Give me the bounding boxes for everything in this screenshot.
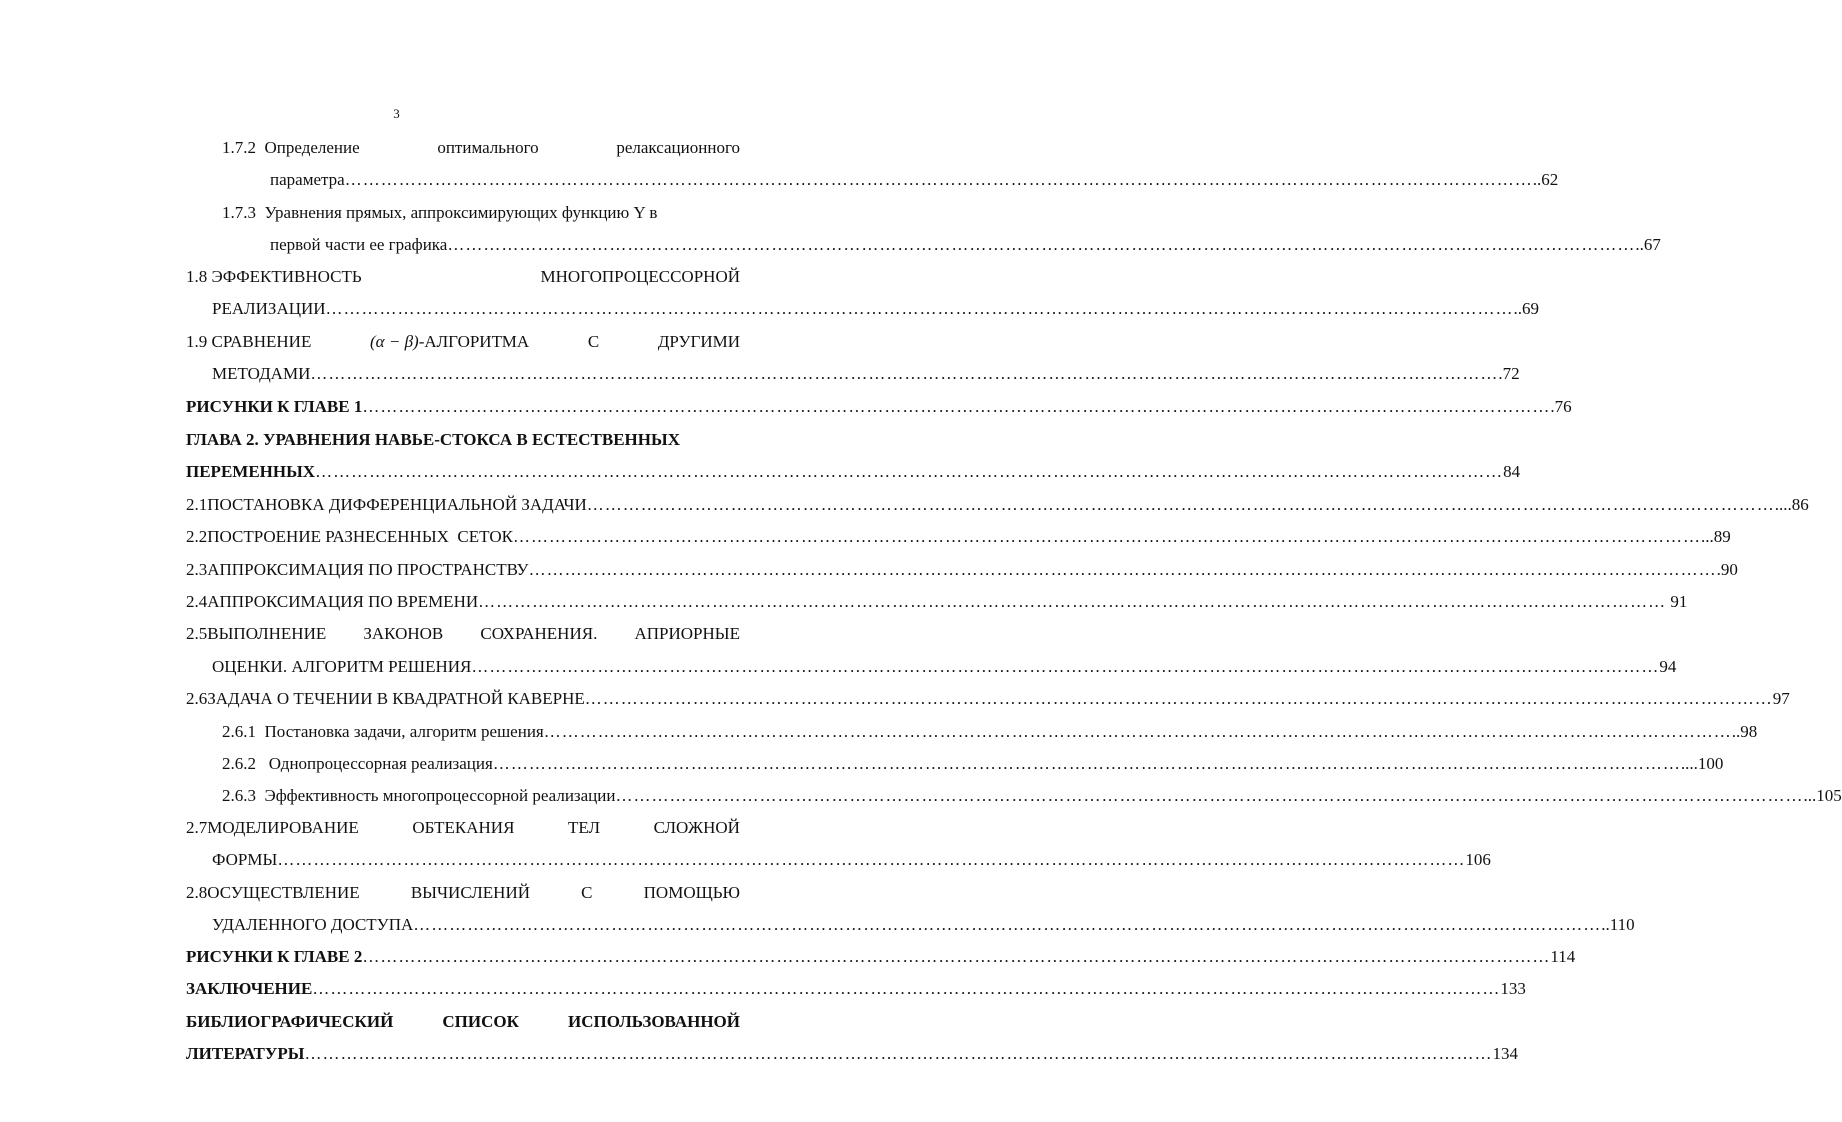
entry-text: РИСУНКИ К ГЛАВЕ 1	[186, 397, 363, 416]
page-ref: ...105	[1803, 786, 1842, 805]
page-ref: .72	[1498, 364, 1520, 383]
toc-entry-2-6	[186, 683, 1790, 715]
entry-text: УДАЛЕННОГО ДОСТУПА	[212, 915, 414, 934]
page-ref: 91	[1666, 592, 1688, 611]
dot-leader: ………………………………………………………………………………………………………………………………………………………………………………	[344, 170, 1533, 189]
dot-leader: ………………………………………………………………………………………………………………………………………………………………………………	[277, 850, 1466, 869]
page-ref: 94	[1659, 657, 1677, 676]
dot-leader: ………………………………………………………………………………………………………………………………………………………………………………	[413, 915, 1602, 934]
dot-leader: ………………………………………………………………………………………………………………………………………………………………………………	[512, 527, 1701, 546]
toc-entry-figures-ch2	[186, 941, 1576, 973]
toc-entry-1-7-2	[222, 132, 740, 164]
toc-entry-2-8-cont	[212, 909, 1635, 941]
toc-entry-bibliography	[186, 1006, 740, 1038]
page-ref: .90	[1716, 560, 1738, 579]
entry-word: С	[581, 883, 593, 902]
page-ref: ..62	[1532, 170, 1559, 189]
toc-entry-2-3	[186, 554, 1738, 586]
entry-text: РЕАЛИЗАЦИИ	[212, 299, 326, 318]
entry-word: СОХРАНЕНИЯ.	[480, 624, 598, 643]
page-ref: ....86	[1774, 495, 1809, 514]
dot-leader: ………………………………………………………………………………………………………………………………………………………………………………	[471, 657, 1660, 676]
page-ref: ...89	[1700, 527, 1731, 546]
dot-leader: ………………………………………………………………………………………………………………………………………………………………………………	[362, 397, 1551, 416]
dot-leader: ………………………………………………………………………………………………………………………………………………………………………………	[304, 1044, 1493, 1063]
entry-text: ФОРМЫ	[212, 850, 278, 869]
entry-word: релаксационного	[616, 138, 740, 157]
toc-entry-2-2	[186, 521, 1731, 553]
alpha-beta-formula: (α − β)	[370, 332, 419, 351]
dot-leader: ………………………………………………………………………………………………………………………………………………………………………………	[492, 754, 1681, 773]
page-ref: .76	[1550, 397, 1572, 416]
dot-leader: ………………………………………………………………………………………………………………………………………………………………………………	[325, 299, 1514, 318]
entry-text: ОЦЕНКИ. АЛГОРИТМ РЕШЕНИЯ	[212, 657, 472, 676]
entry-text: первой части ее графика	[270, 235, 448, 254]
entry-text: 2.6.1 Постановка задачи, алгоритм решения	[222, 722, 544, 741]
toc-entry-2-6-2	[222, 748, 1724, 780]
toc-chapter-2-title: ГЛАВА 2. УРАВНЕНИЯ НАВЬЕ-СТОКСА В ЕСТЕСТВЕННЫХ	[186, 430, 680, 449]
dot-leader: ………………………………………………………………………………………………………………………………………………………………………………	[310, 364, 1499, 383]
entry-word: АПРИОРНЫЕ	[634, 624, 740, 643]
dot-leader: ………………………………………………………………………………………………………………………………………………………………………………	[447, 235, 1636, 254]
entry-word: 2.5ВЫПОЛНЕНИЕ	[186, 624, 327, 643]
entry-text: Уравнения прямых, аппроксимирующих функцию Y в	[264, 203, 658, 222]
entry-word: 2.8ОСУЩЕСТВЛЕНИЕ	[186, 883, 360, 902]
entry-word: 2.7МОДЕЛИРОВАНИЕ	[186, 818, 359, 837]
toc-entry-1-7-3-cont	[270, 229, 1661, 261]
entry-word: ОБТЕКАНИЯ	[412, 818, 515, 837]
dot-leader: ………………………………………………………………………………………………………………………………………………………………………………	[528, 560, 1717, 579]
toc-entry-2-5-cont	[212, 651, 1677, 683]
entry-text: параметра	[270, 170, 345, 189]
toc-entry-2-7-cont	[212, 844, 1491, 876]
entry-word: ЗАКОНОВ	[363, 624, 444, 643]
toc-entry-2-6-1	[222, 716, 1758, 748]
toc-chapter-2-cont	[186, 456, 1521, 488]
entry-word: ТЕЛ	[567, 818, 601, 837]
page-ref: 97	[1772, 689, 1790, 708]
page-number: 3	[393, 106, 400, 121]
dot-leader: ………………………………………………………………………………………………………………………………………………………………………………	[615, 786, 1804, 805]
page-ref: ..110	[1601, 915, 1635, 934]
toc-entry-2-4	[186, 586, 1688, 618]
entry-number: 1.7.3	[222, 203, 256, 222]
entry-word: ДРУГИМИ	[657, 332, 740, 351]
toc-entry-1-9-cont	[212, 358, 1520, 390]
dot-leader: ………………………………………………………………………………………………………………………………………………………………………………	[478, 592, 1667, 611]
entry-word: СПИСОК	[442, 1012, 519, 1031]
page-ref: 133	[1500, 979, 1526, 998]
dot-leader: ………………………………………………………………………………………………………………………………………………………………………………	[586, 495, 1775, 514]
dot-leader: ………………………………………………………………………………………………………………………………………………………………………………	[543, 722, 1732, 741]
toc-entry-1-9	[186, 326, 740, 358]
toc-entry-1-7-3	[222, 197, 740, 229]
toc-entry-2-5	[186, 618, 740, 650]
entry-word: (α − β)-АЛГОРИТМА	[370, 332, 530, 351]
toc-entry-figures-ch1	[186, 391, 1572, 423]
toc-entry-bibliography-cont	[186, 1038, 1518, 1070]
toc-entry-2-1	[186, 489, 1809, 521]
dot-leader: ………………………………………………………………………………………………………………………………………………………………………………	[312, 979, 1501, 998]
entry-text: ПЕРЕМЕННЫХ	[186, 462, 316, 481]
entry-text: ЗАКЛЮЧЕНИЕ	[186, 979, 313, 998]
entry-word: МНОГОПРОЦЕССОРНОЙ	[540, 267, 740, 286]
toc-entry-2-6-3	[222, 780, 1842, 812]
dot-leader: ………………………………………………………………………………………………………………………………………………………………………………	[362, 947, 1551, 966]
toc-entry-2-7	[186, 812, 740, 844]
page-ref: ..69	[1513, 299, 1540, 318]
dot-leader: ………………………………………………………………………………………………………………………………………………………………………………	[315, 462, 1504, 481]
page-ref: 134	[1492, 1044, 1518, 1063]
page-ref: 114	[1550, 947, 1576, 966]
toc-entry-2-8	[186, 877, 740, 909]
page-ref: ..67	[1635, 235, 1661, 254]
dot-leader: ………………………………………………………………………………………………………………………………………………………………………………	[584, 689, 1773, 708]
page-ref: ....100	[1680, 754, 1724, 773]
entry-text: 2.6.3 Эффективность многопроцессорной реализации	[222, 786, 616, 805]
entry-text: РИСУНКИ К ГЛАВЕ 2	[186, 947, 363, 966]
entry-text: 2.6ЗАДАЧА О ТЕЧЕНИИ В КВАДРАТНОЙ КАВЕРНЕ	[186, 689, 585, 708]
entry-word: ИСПОЛЬЗОВАННОЙ	[568, 1012, 740, 1031]
entry-word: оптимального	[437, 138, 539, 157]
entry-text: 2.4АППРОКСИМАЦИЯ ПО ВРЕМЕНИ	[186, 592, 479, 611]
toc-entry-1-8-cont	[212, 293, 1540, 325]
page-ref: ..98	[1731, 722, 1758, 741]
entry-text: 2.1ПОСТАНОВКА ДИФФЕРЕНЦИАЛЬНОЙ ЗАДАЧИ	[186, 495, 587, 514]
entry-word: ПОМОЩЬЮ	[643, 883, 740, 902]
toc-entry-1-8	[186, 261, 740, 293]
entry-word: СЛОЖНОЙ	[653, 818, 740, 837]
entry-text: МЕТОДАМИ	[212, 364, 311, 383]
entry-text: 2.3АППРОКСИМАЦИЯ ПО ПРОСТРАНСТВУ	[186, 560, 529, 579]
entry-word: ВЫЧИСЛЕНИЙ	[410, 883, 530, 902]
entry-number: 1.7.2 Определение	[222, 138, 360, 157]
toc-entry-1-7-2-cont	[270, 164, 1559, 196]
page-ref: 84	[1503, 462, 1521, 481]
entry-text: ЛИТЕРАТУРЫ	[186, 1044, 305, 1063]
page-ref: 106	[1465, 850, 1491, 869]
entry-word: С	[587, 332, 600, 351]
entry-text: 2.2ПОСТРОЕНИЕ РАЗНЕСЕННЫХ СЕТОК	[186, 527, 513, 546]
toc-entry-conclusion	[186, 973, 1526, 1005]
entry-text: 2.6.2 Однопроцессорная реализация	[222, 754, 493, 773]
entry-word: 1.8 ЭФФЕКТИВНОСТЬ	[186, 267, 362, 286]
entry-word: 1.9 СРАВНЕНИЕ	[186, 332, 312, 351]
entry-word: БИБЛИОГРАФИЧЕСКИЙ	[186, 1012, 394, 1031]
